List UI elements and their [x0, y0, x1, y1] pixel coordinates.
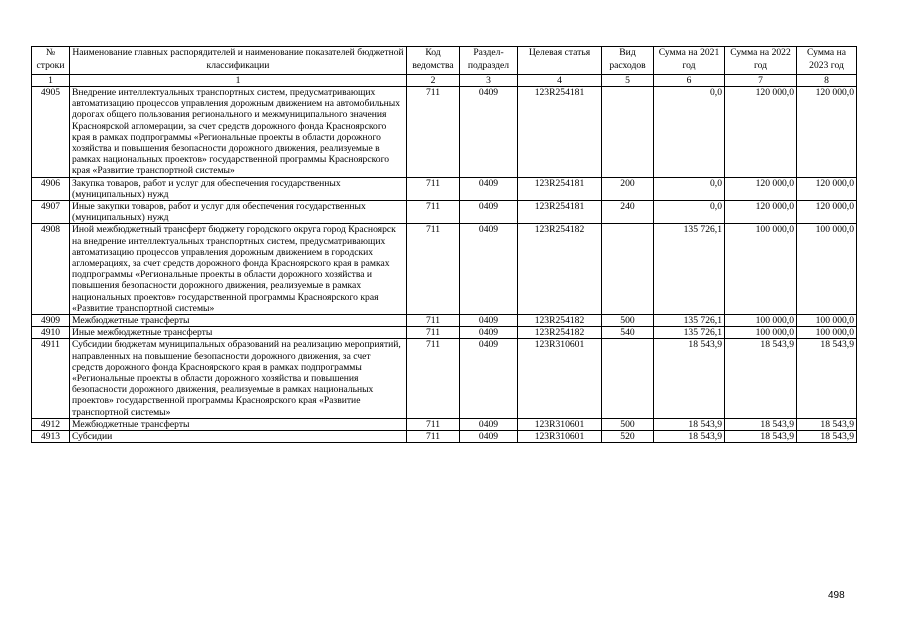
row-section: 0409: [460, 327, 518, 339]
column-number: 2: [407, 75, 460, 87]
row-number: 4905: [32, 87, 70, 178]
row-section: 0409: [460, 87, 518, 178]
row-section: 0409: [460, 224, 518, 315]
row-sum-2022: 100 000,0: [725, 315, 797, 327]
column-number: 7: [725, 75, 797, 87]
budget-table: [31, 46, 857, 443]
header-num: № строки: [32, 47, 70, 75]
row-dept: 711: [407, 224, 460, 315]
row-number: 4912: [32, 418, 70, 430]
row-sum-2023: 100 000,0: [797, 315, 857, 327]
row-target: 123R310601: [518, 431, 602, 443]
row-sum-2023: 120 000,0: [797, 177, 857, 200]
row-sum-2023: 100 000,0: [797, 327, 857, 339]
row-section: 0409: [460, 201, 518, 224]
row-target: 123R254181: [518, 201, 602, 224]
row-target: 123R254182: [518, 315, 602, 327]
row-number: 4908: [32, 224, 70, 315]
header-section: Раздел-подраздел: [460, 47, 518, 75]
row-sum-2023: 18 543,9: [797, 418, 857, 430]
row-dept: 711: [407, 339, 460, 418]
table-row: [32, 431, 857, 443]
row-sum-2023: 100 000,0: [797, 224, 857, 315]
row-sum-2023: 18 543,9: [797, 431, 857, 443]
row-sum-2022: 18 543,9: [725, 418, 797, 430]
column-number: 8: [797, 75, 857, 87]
row-sum-2021: 18 543,9: [654, 418, 725, 430]
column-number: 1: [70, 75, 407, 87]
row-number: 4909: [32, 315, 70, 327]
row-name: Иные закупки товаров, работ и услуг для обеспечения государственных (муниципальных) нужд: [70, 201, 407, 224]
header-sum-2023: Сумма на 2023 год: [797, 47, 857, 75]
row-section: 0409: [460, 418, 518, 430]
row-sum-2023: 120 000,0: [797, 201, 857, 224]
row-name: Внедрение интеллектуальных транспортных систем, предусматривающих автоматизацию процессов управления дорожным движением на автомобильных дорогах общего пользования регионального и межмуниципального значения Красноярской агломерации, за счет средств дорожного фонда Красноярского края в рамках подпрограммы «Региональные проекты в области дорожного хозяйства и повышения безопасности дорожного движения, реализуемые в рамках национальных проектов» государственной программы Красноярского края «Развитие транспортной системы»: [70, 87, 407, 178]
row-sum-2022: 120 000,0: [725, 201, 797, 224]
row-sum-2021: 0,0: [654, 177, 725, 200]
header-target: Целевая статья: [518, 47, 602, 75]
row-kind: 200: [602, 177, 654, 200]
header-sum-2022: Сумма на 2022 год: [725, 47, 797, 75]
table-row: [32, 87, 857, 178]
row-sum-2022: 100 000,0: [725, 224, 797, 315]
row-section: 0409: [460, 177, 518, 200]
row-number: 4910: [32, 327, 70, 339]
row-sum-2021: 0,0: [654, 201, 725, 224]
row-kind: [602, 224, 654, 315]
row-name: Межбюджетные трансферты: [70, 418, 407, 430]
row-sum-2023: 120 000,0: [797, 87, 857, 178]
column-number-row: [32, 75, 857, 87]
row-kind: 500: [602, 418, 654, 430]
table-row: [32, 201, 857, 224]
row-sum-2022: 120 000,0: [725, 87, 797, 178]
column-number: 5: [602, 75, 654, 87]
row-name: Иные межбюджетные трансферты: [70, 327, 407, 339]
row-section: 0409: [460, 431, 518, 443]
row-kind: 540: [602, 327, 654, 339]
column-number: 1: [32, 75, 70, 87]
row-target: 123R254182: [518, 224, 602, 315]
row-kind: [602, 339, 654, 418]
row-kind: 500: [602, 315, 654, 327]
column-number: 4: [518, 75, 602, 87]
row-sum-2023: 18 543,9: [797, 339, 857, 418]
row-dept: 711: [407, 177, 460, 200]
row-kind: [602, 87, 654, 178]
row-kind: 520: [602, 431, 654, 443]
row-sum-2021: 135 726,1: [654, 315, 725, 327]
row-target: 123R310601: [518, 418, 602, 430]
page-number: 498: [828, 590, 845, 601]
table-row: [32, 224, 857, 315]
row-number: 4906: [32, 177, 70, 200]
row-name: Субсидии: [70, 431, 407, 443]
row-sum-2021: 18 543,9: [654, 339, 725, 418]
row-sum-2022: 120 000,0: [725, 177, 797, 200]
row-number: 4913: [32, 431, 70, 443]
row-sum-2021: 0,0: [654, 87, 725, 178]
row-target: 123R254181: [518, 177, 602, 200]
row-name: Иной межбюджетный трансферт бюджету городского округа город Красноярск на внедрение интеллектуальных транспортных систем, предусматривающих автоматизацию процессов управления дорожным движением в городских агломерациях, за счет средств дорожного фонда Красноярского края в рамках подпрограммы «Региональные проекты в области дорожного хозяйства и повышения безопасности дорожного движения, реализуемые в рамках национальных проектов» государственной программы Красноярского края «Развитие транспортной системы»: [70, 224, 407, 315]
column-number: 3: [460, 75, 518, 87]
row-target: 123R310601: [518, 339, 602, 418]
table-row: [32, 177, 857, 200]
row-dept: 711: [407, 201, 460, 224]
header-kind: Вид расходов: [602, 47, 654, 75]
row-name: Закупка товаров, работ и услуг для обеспечения государственных (муниципальных) нужд: [70, 177, 407, 200]
header-dept: Код ведомства: [407, 47, 460, 75]
row-dept: 711: [407, 431, 460, 443]
row-dept: 711: [407, 418, 460, 430]
table-row: [32, 339, 857, 418]
row-number: 4911: [32, 339, 70, 418]
header-sum-2021: Сумма на 2021 год: [654, 47, 725, 75]
row-name: Межбюджетные трансферты: [70, 315, 407, 327]
row-sum-2022: 18 543,9: [725, 431, 797, 443]
row-section: 0409: [460, 315, 518, 327]
row-target: 123R254182: [518, 327, 602, 339]
row-sum-2021: 135 726,1: [654, 224, 725, 315]
row-kind: 240: [602, 201, 654, 224]
table-row: [32, 327, 857, 339]
row-name: Субсидии бюджетам муниципальных образований на реализацию мероприятий, направленных на повышение безопасности дорожного движения, за счет средств дорожного фонда Красноярского края в рамках подпрограммы «Региональные проекты в области дорожного хозяйства и повышения безопасности дорожного движения, реализуемые в рамках национальных проектов» государственной программы Красноярского края «Развитие транспортной системы»: [70, 339, 407, 418]
table-row: [32, 418, 857, 430]
row-number: 4907: [32, 201, 70, 224]
row-section: 0409: [460, 339, 518, 418]
row-dept: 711: [407, 87, 460, 178]
row-sum-2021: 135 726,1: [654, 327, 725, 339]
row-dept: 711: [407, 327, 460, 339]
row-sum-2022: 18 543,9: [725, 339, 797, 418]
header-name: Наименование главных распорядителей и наименование показателей бюджетной классификации: [70, 47, 407, 75]
header-row: [32, 47, 857, 75]
row-sum-2022: 100 000,0: [725, 327, 797, 339]
row-target: 123R254181: [518, 87, 602, 178]
table-row: [32, 315, 857, 327]
row-dept: 711: [407, 315, 460, 327]
column-number: 6: [654, 75, 725, 87]
row-sum-2021: 18 543,9: [654, 431, 725, 443]
